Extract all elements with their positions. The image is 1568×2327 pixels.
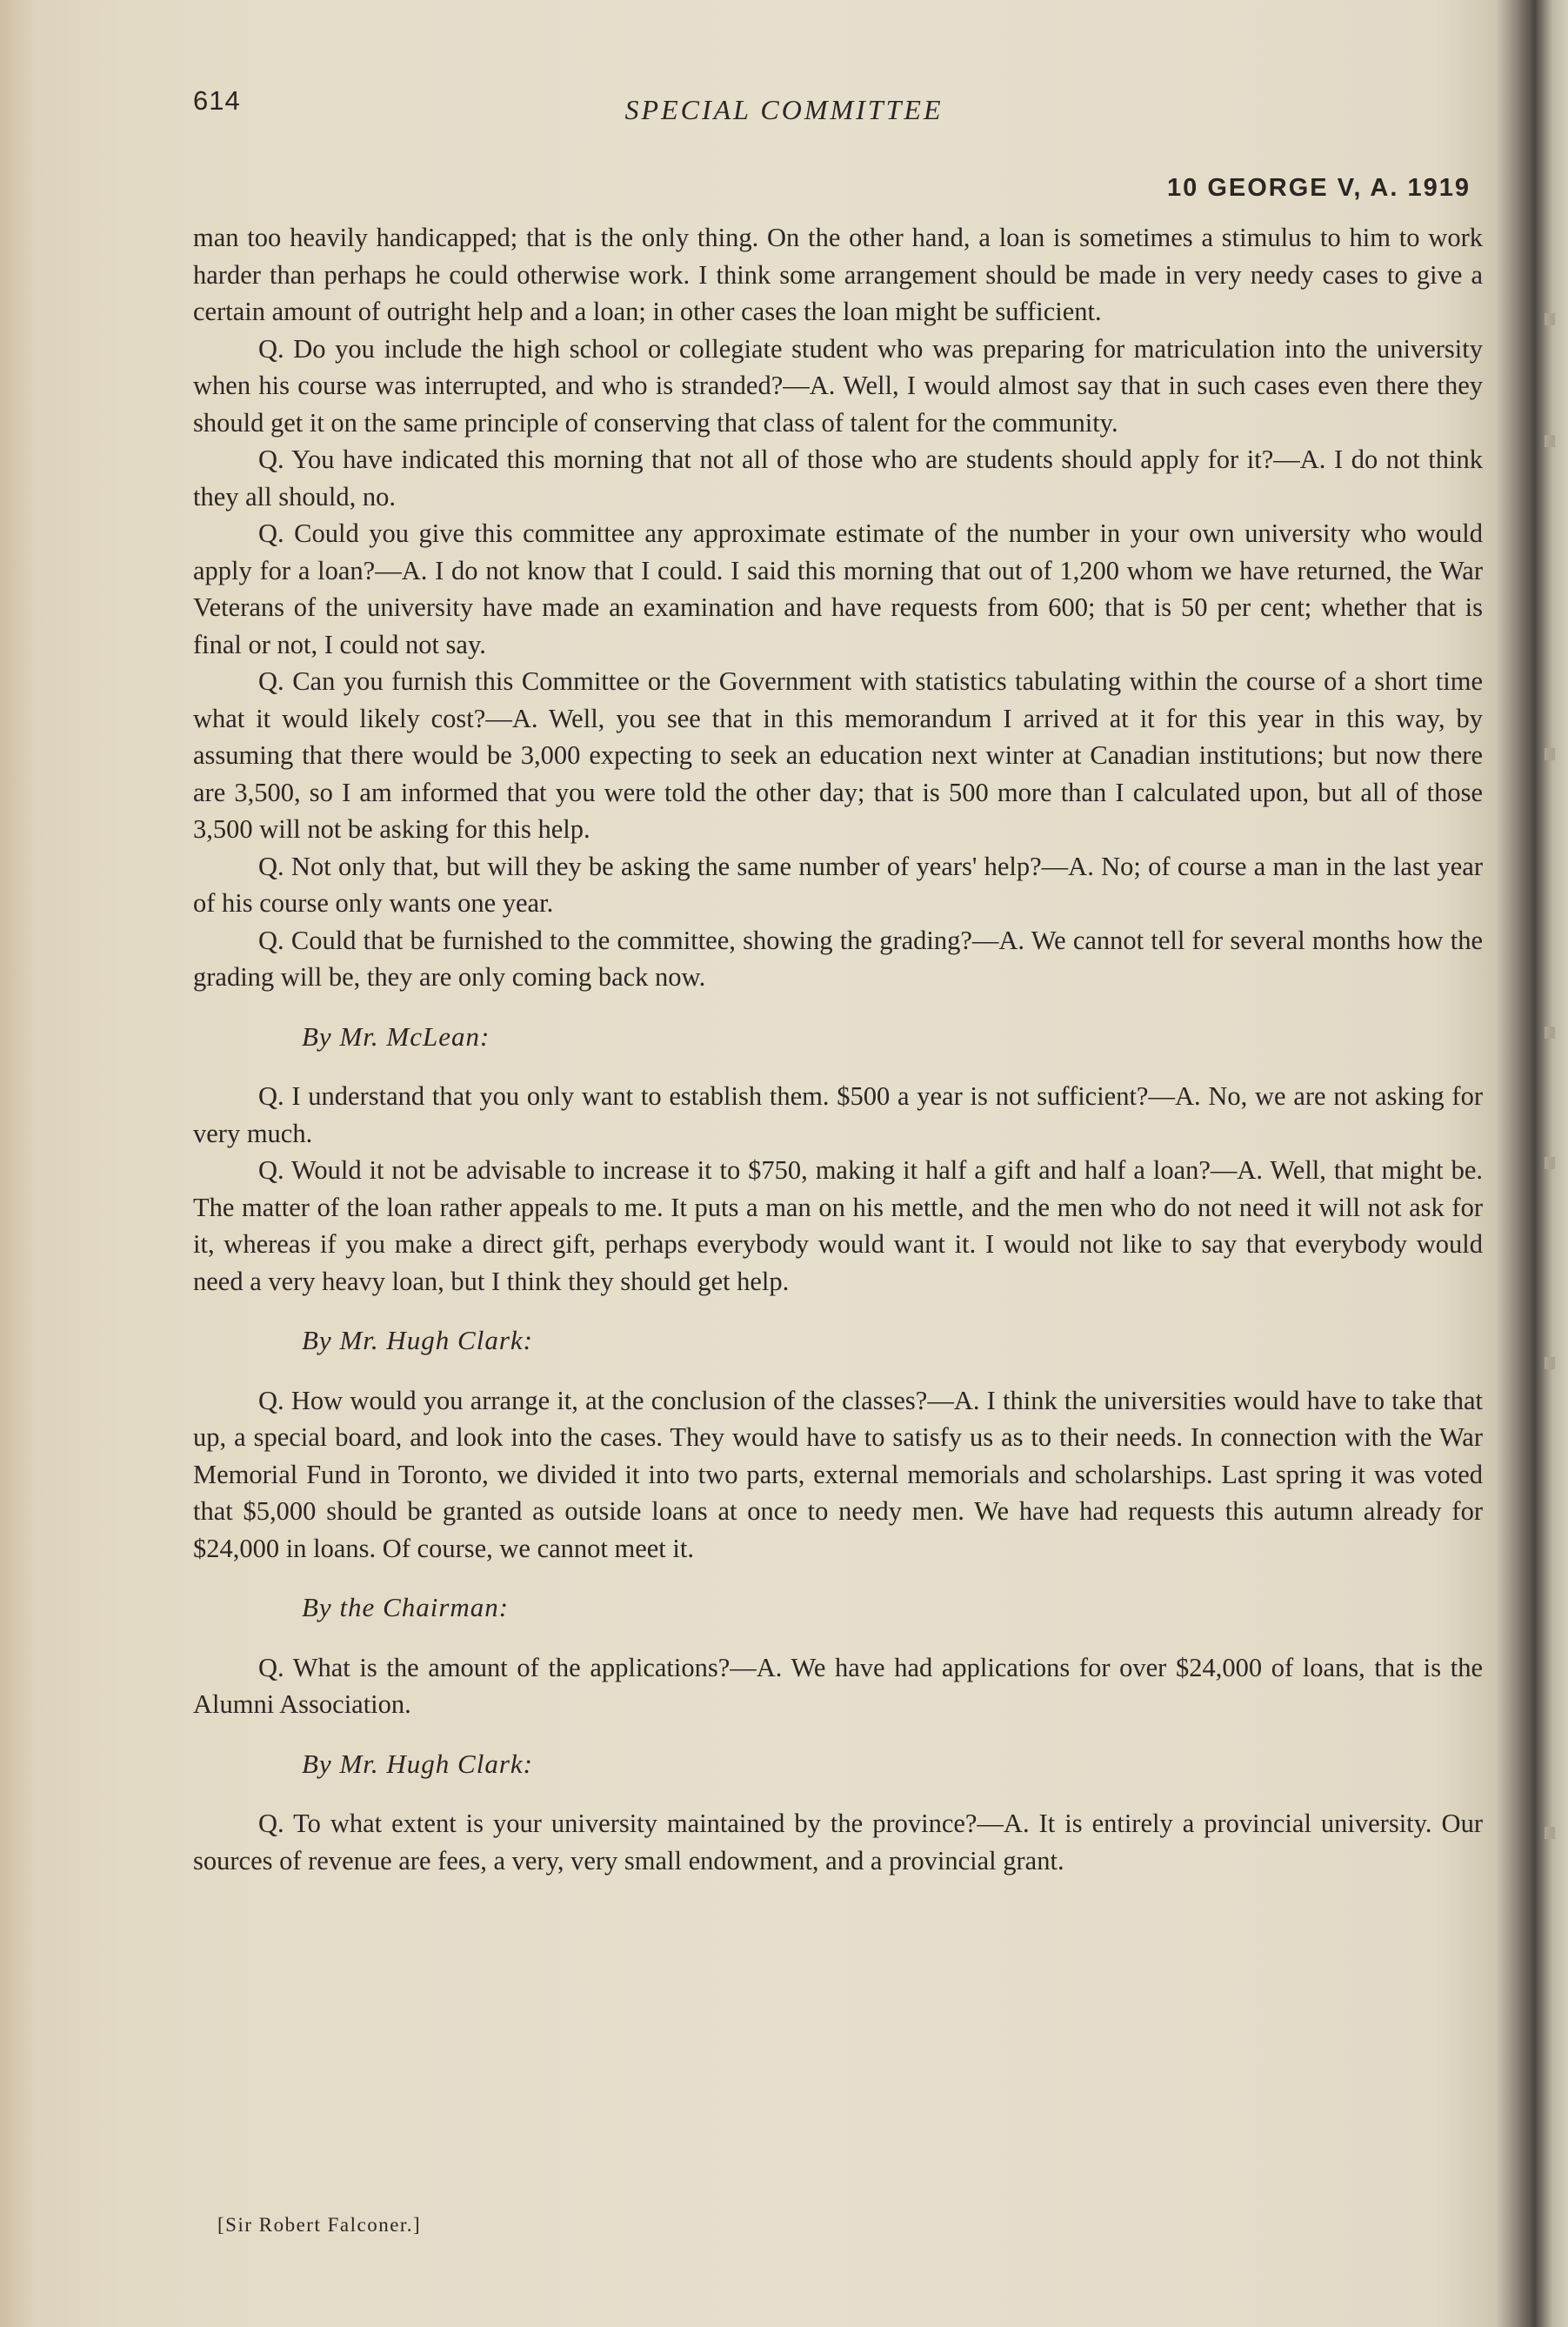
speaker-heading: By Mr. McLean: — [302, 1020, 490, 1052]
binding-mark — [1545, 313, 1555, 325]
speaker-heading: By Mr. Hugh Clark: — [302, 1748, 533, 1779]
session-line: 10 GEORGE V, A. 1919 — [1167, 174, 1471, 202]
transcript-body — [193, 219, 1483, 1879]
binding-mark — [1545, 1157, 1555, 1169]
paragraph: Q. Would it not be advisable to increase it to $750, making it half a gift and half a loan?—A. Well, that might be. The matter of the loan rather appeals to me. It puts a man on his mettle, and the men who do not need it will not ask for it, whereas if you make a direct gift, perhaps everybody would want it. I would not like to say that everybody would need a very heavy loan, but I think they should get help. — [193, 1155, 1483, 1296]
paragraph: Q. You have indicated this morning that not all of those who are students should apply for it?—A. I do not think they all should, no. — [193, 445, 1483, 512]
paragraph: Q. Can you furnish this Committee or the Government with statistics tabulating within the course of a short time what it would likely cost?—A. Well, you see that in this memorandum I arrived at it for this year in this way, by assuming that there would be 3,000 expecting to seek an education next winter at Canadian institutions; but now there are 3,500, so I am informed that you were told the other day; that is 500 more than I calculated upon, but all of those 3,500 will not be asking for this help. — [193, 666, 1483, 844]
binding-mark — [1545, 1827, 1555, 1839]
running-title: SPECIAL COMMITTEE — [624, 94, 944, 125]
paragraph: Q. Could that be furnished to the committee, showing the grading?—A. We cannot tell for several months how the grading will be, they are only coming back now. — [193, 925, 1483, 992]
paragraph: Q. What is the amount of the applications?—A. We have had applications for over $24,000 of loans, that is the Alumni Association. — [193, 1652, 1483, 1719]
paragraph: Q. How would you arrange it, at the conclusion of the classes?—A. I think the universities would have to take that up, a special board, and look into the cases. They would have to satisfy us as to their needs. In connection with the War Memorial Fund in Toronto, we divided it into two parts, external memorials and scholarships. Last spring it was voted that $5,000 should be granted as outside loans at once to needy men. We have had requests this autumn already for $24,000 in loans. Of course, we cannot meet it. — [193, 1385, 1483, 1563]
binding-mark — [1545, 1357, 1555, 1369]
paragraph: Q. Do you include the high school or collegiate student who was preparing for matriculation into the university when his course was interrupted, and who is stranded?—A. Well, I would almost say that in such cases even there they should get it on the same principle of conserving that class of talent for the community. — [193, 333, 1483, 438]
binding-mark — [1545, 1026, 1555, 1039]
witness-footer: [Sir Robert Falconer.] — [217, 2214, 422, 2236]
speaker-heading: By the Chairman: — [302, 1592, 510, 1622]
paragraph: Q. I understand that you only want to establish them. $500 a year is not sufficient?—A. No, we are not asking for very much. — [193, 1081, 1483, 1148]
binding-mark — [1545, 435, 1555, 447]
paragraph: Q. Not only that, but will they be asking the same number of years' help?—A. No; of course a man in the last year of his course only wants one year. — [193, 851, 1483, 918]
paragraph: man too heavily handicapped; that is the only thing. On the other hand, a loan is sometimes a stimulus to him to work harder than perhaps he could otherwise work. I think some arrangement should be made in very needy cases to give a certain amount of outright help and a loan; in other cases the loan might be sufficient. — [193, 223, 1483, 326]
paragraph: Q. To what extent is your university maintained by the province?—A. It is entirely a provincial university. Our sources of revenue are fees, a very, very small endowment, and a provincial grant. — [193, 1809, 1483, 1876]
binding-mark — [1545, 748, 1555, 760]
paragraph: Q. Could you give this committee any approximate estimate of the number in your own university who would apply for a loan?—A. I do not know that I could. I said this morning that out of 1,200 whom we have returned, the War Veterans of the university have made an examination and have requests from 600; that is 50 per cent; whether that is final or not, I could not say. — [193, 518, 1483, 659]
speaker-heading: By Mr. Hugh Clark: — [302, 1325, 533, 1355]
page-number: 614 — [193, 85, 241, 116]
